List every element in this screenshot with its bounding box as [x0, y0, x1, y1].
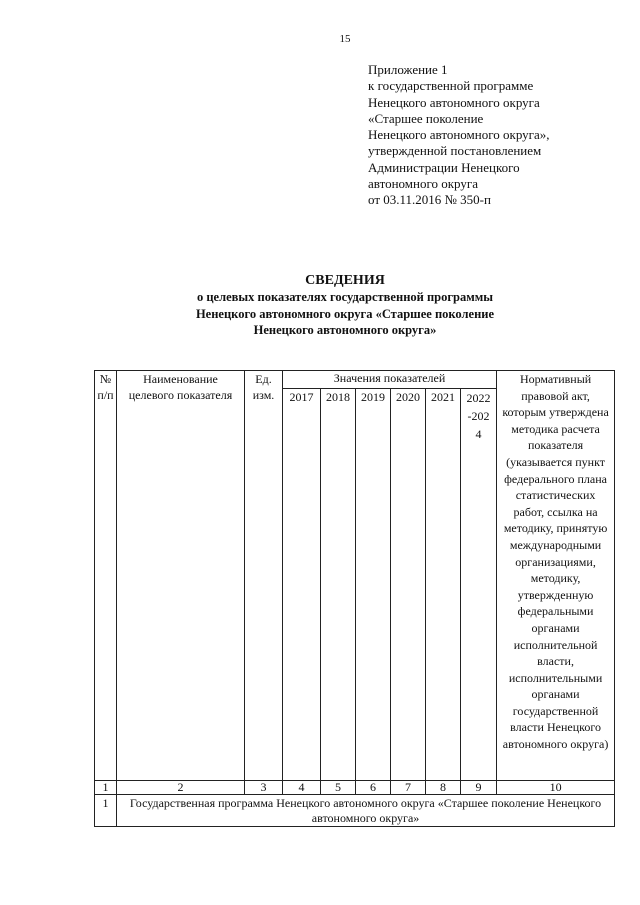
- indicators-table: [94, 370, 615, 827]
- header-year: 2017: [283, 389, 321, 781]
- title-line: о целевых показателях государственной программы: [196, 290, 494, 304]
- header-indicator-values: Значения показателей: [283, 371, 497, 389]
- appendix-line: Ненецкого автономного округа»,: [368, 127, 550, 143]
- header-year: 2018: [321, 389, 356, 781]
- row-number: 1: [95, 795, 117, 827]
- document-title: [0, 272, 640, 339]
- column-number: 5: [321, 781, 356, 795]
- appendix-line: Администрации Ненецкого: [368, 159, 520, 175]
- table-row: [95, 795, 615, 827]
- header-year: 2019: [356, 389, 391, 781]
- column-number: 2: [117, 781, 245, 795]
- appendix-line: Приложение 1: [368, 62, 448, 77]
- page-number: 15: [339, 33, 351, 45]
- header-year: 2021: [426, 389, 461, 781]
- appendix-line: к государственной программе: [368, 78, 534, 94]
- appendix-note: [368, 62, 550, 209]
- title-heading: СВЕДЕНИЯ: [305, 273, 385, 288]
- row-program-title: Государственная программа Ненецкого автономного округа «Старшее поколение Ненецкого автономного округа»: [117, 795, 615, 827]
- header-number: № п/п: [95, 371, 117, 781]
- appendix-line: Ненецкого автономного округа: [368, 94, 540, 110]
- header-indicator-name: Наименование целевого показателя: [117, 371, 245, 781]
- column-number: 7: [391, 781, 426, 795]
- column-number: 10: [497, 781, 615, 795]
- appendix-line: утвержденной постановлением: [368, 143, 542, 159]
- appendix-line: автономного округа: [368, 176, 478, 192]
- column-number: 9: [461, 781, 497, 795]
- appendix-line: «Старшее поколение: [368, 110, 484, 126]
- header-year: 2022-2024: [461, 389, 497, 781]
- column-number: 8: [426, 781, 461, 795]
- column-number: 3: [245, 781, 283, 795]
- column-number: 4: [283, 781, 321, 795]
- header-unit: Ед. изм.: [245, 371, 283, 781]
- title-line: Ненецкого автономного округа»: [253, 323, 437, 337]
- header-year: 2020: [391, 389, 426, 781]
- appendix-line: от 03.11.2016 № 350-п: [368, 192, 491, 208]
- column-number: 6: [356, 781, 391, 795]
- column-number: 1: [95, 781, 117, 795]
- title-line: Ненецкого автономного округа «Старшее поколение: [195, 306, 495, 321]
- header-normative-act: Нормативный правовой акт, которым утверждена методика расчета показателя (указывается пункт федерального плана статистических работ, ссылка на методику, принятую международными организациями, методику, утвержденную федеральными органами исполнительной власти, исполнительными органами государственной власти Ненецкого автономного округа): [497, 371, 615, 781]
